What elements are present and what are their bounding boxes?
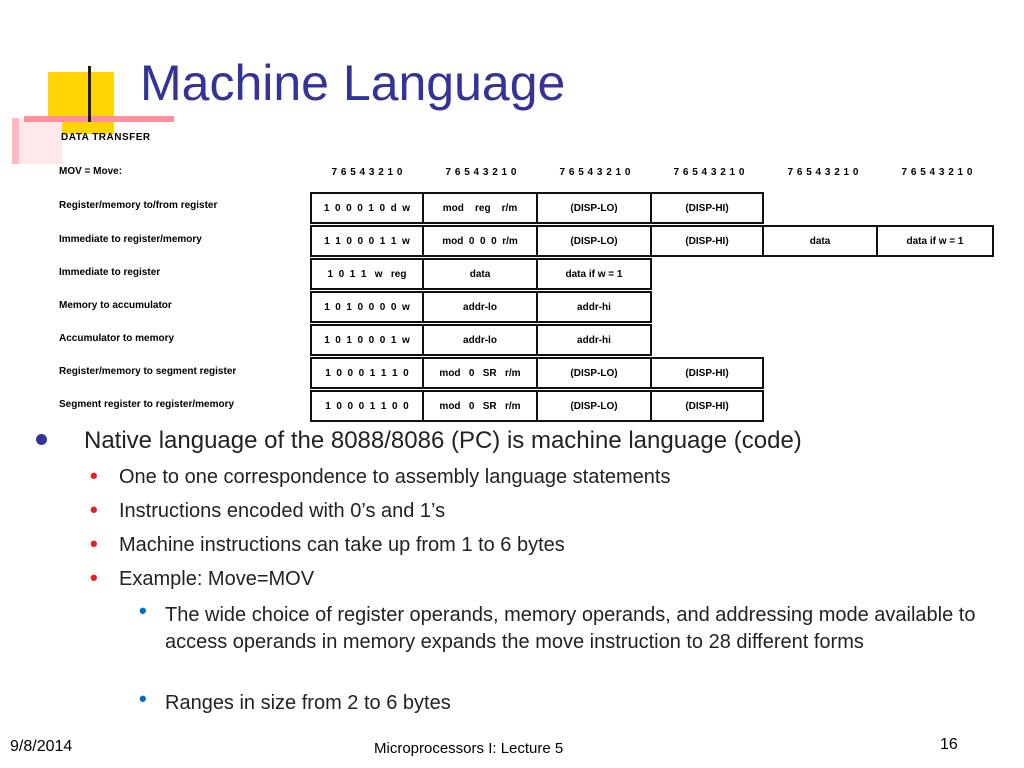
addr-hi-cell: addr-hi <box>536 324 652 356</box>
row-label: Immediate to register <box>59 267 161 278</box>
decor-red-bar <box>24 116 174 122</box>
row-label: Register/memory to/from register <box>59 200 218 211</box>
footer-date: 9/8/2014 <box>10 738 73 755</box>
data-cell: data <box>422 258 538 290</box>
disp-lo-cell: (DISP-LO) <box>536 225 652 257</box>
bit-header-6: 7 6 5 4 3 2 1 0 <box>901 167 973 178</box>
bit-header-2: 7 6 5 4 3 2 1 0 <box>445 167 517 178</box>
modrm-cell: mod 0 SR r/m <box>422 390 538 422</box>
footer-page-number: 16 <box>940 736 958 753</box>
opcode-cell: 1 0 1 1 w reg <box>310 258 424 290</box>
bullet-sub: Example: Move=MOV <box>119 568 315 590</box>
bullet-dot-icon: • <box>90 565 98 590</box>
row-label: Register/memory to segment register <box>59 366 237 377</box>
data-high-cell: data if w = 1 <box>876 225 994 257</box>
bullet-sub: Machine instructions can take up from 1 to 6 bytes <box>119 534 565 556</box>
opcode-cell: 1 0 1 0 0 0 1 w <box>310 324 424 356</box>
data-high-cell: data if w = 1 <box>536 258 652 290</box>
bullet-dot-icon: • <box>139 598 147 623</box>
bullet-dot-icon <box>36 434 47 445</box>
opcode-cell: 1 0 0 0 1 1 1 0 <box>310 357 424 389</box>
bullet-dot-icon: • <box>90 497 98 522</box>
table-section-title: DATA TRANSFER <box>61 132 151 143</box>
disp-hi-cell: (DISP-HI) <box>650 390 764 422</box>
row-label: Immediate to register/memory <box>59 234 202 245</box>
row-label: Accumulator to memory <box>59 333 175 344</box>
decor-vertical-line <box>88 66 91 122</box>
bullet-main: Native language of the 8088/8086 (PC) is machine language (code) <box>84 427 802 454</box>
disp-hi-cell: (DISP-HI) <box>650 192 764 224</box>
bullet-subsub: Ranges in size from 2 to 6 bytes <box>165 692 451 714</box>
slide-title: Machine Language <box>140 55 566 111</box>
addr-lo-cell: addr-lo <box>422 324 538 356</box>
modrm-cell: mod 0 0 0 r/m <box>422 225 538 257</box>
data-cell: data <box>762 225 878 257</box>
bullet-sub: One to one correspondence to assembly language statements <box>119 466 671 488</box>
disp-hi-cell: (DISP-HI) <box>650 225 764 257</box>
modrm-cell: mod 0 SR r/m <box>422 357 538 389</box>
modrm-cell: mod reg r/m <box>422 192 538 224</box>
opcode-cell: 1 0 1 0 0 0 0 w <box>310 291 424 323</box>
opcode-cell: 1 0 0 0 1 0 d w <box>310 192 424 224</box>
disp-lo-cell: (DISP-LO) <box>536 390 652 422</box>
row-label: Segment register to register/memory <box>59 399 235 410</box>
bullet-sub: Instructions encoded with 0’s and 1’s <box>119 500 446 522</box>
bit-header-3: 7 6 5 4 3 2 1 0 <box>559 167 631 178</box>
bullet-dot-icon: • <box>90 463 98 488</box>
bullet-dot-icon: • <box>90 531 98 556</box>
row-label: Memory to accumulator <box>59 300 172 311</box>
bit-header-5: 7 6 5 4 3 2 1 0 <box>787 167 859 178</box>
opcode-cell: 1 1 0 0 0 1 1 w <box>310 225 424 257</box>
footer-course: Microprocessors I: Lecture 5 <box>374 740 564 757</box>
instruction-format-table <box>55 128 1005 428</box>
opcode-cell: 1 0 0 0 1 1 0 0 <box>310 390 424 422</box>
disp-hi-cell: (DISP-HI) <box>650 357 764 389</box>
disp-lo-cell: (DISP-LO) <box>536 192 652 224</box>
bit-header-4: 7 6 5 4 3 2 1 0 <box>673 167 745 178</box>
bit-header-1: 7 6 5 4 3 2 1 0 <box>331 167 403 178</box>
bullet-dot-icon: • <box>139 686 147 711</box>
addr-lo-cell: addr-lo <box>422 291 538 323</box>
addr-hi-cell: addr-hi <box>536 291 652 323</box>
bullet-subsub: The wide choice of register operands, memory operands, and addressing mode available to access operands in memory expands the move instruction to 28 different forms <box>165 604 976 653</box>
disp-lo-cell: (DISP-LO) <box>536 357 652 389</box>
table-mov-label: MOV = Move: <box>59 166 123 177</box>
